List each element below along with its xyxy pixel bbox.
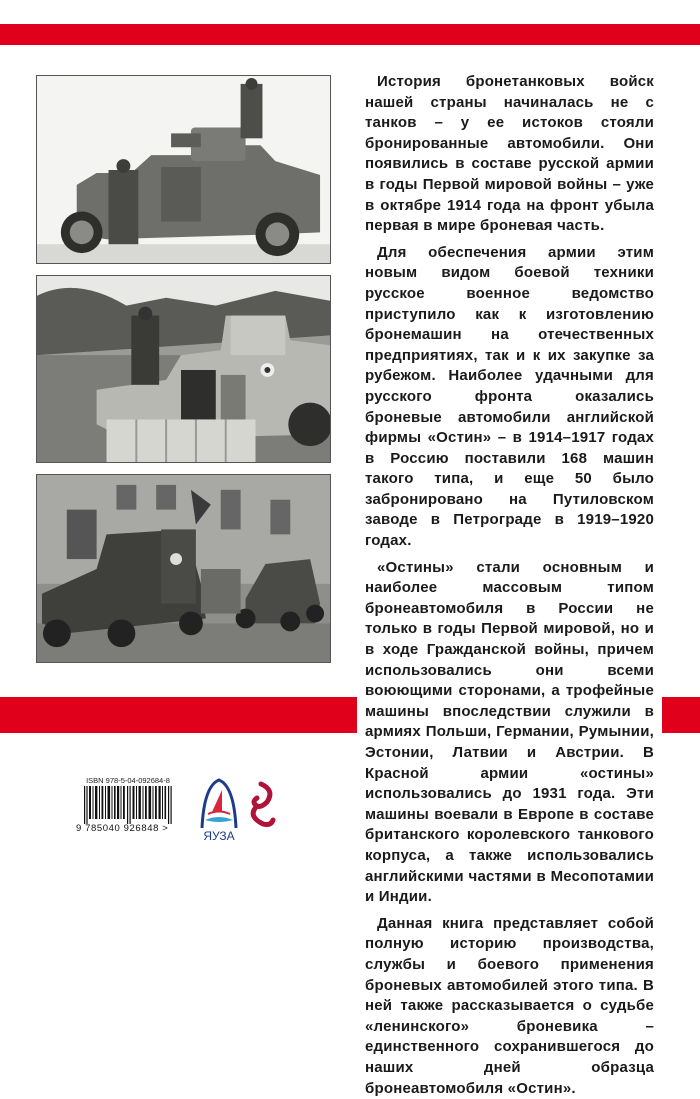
- photo-armored-cars-parade: [36, 474, 331, 663]
- yuza-publisher-logo-icon: [196, 776, 242, 846]
- paragraph-procurement: Для обеспечения армии этим новым видом боевой техники русское военное ведомство приступило как к изготовлению бронемашин на отечественных предприятиях, так и к их закупке за рубежом. Наиболее удачными для русского фронта оказались броневые автомобили английской фирмы «Остин» – в 1914–1917 годах в Россию поставили 168 машин такого типа, и еще 50 было забронировано на Путиловском заводе в Петрограде в 1919–1920 годах.: [365, 243, 654, 550]
- isbn-digits: 9 785040 926848 >: [76, 823, 169, 834]
- armored-car-photo-icon: [37, 76, 330, 263]
- photo-armored-car-crates: [36, 275, 331, 463]
- paragraph-book-summary: Данная книга представляет собой полную историю производства, службы и боевого применения броневых автомобилей этого типа. В ней также рассказывается о судьбе «ленинского» броневика – единственного сохранившегося до наших дней образца бронеавтомобиля «Остин».: [365, 914, 654, 1097]
- svg-text:ЯУЗА: ЯУЗА: [203, 829, 235, 843]
- armored-car-photo-icon: [37, 475, 330, 662]
- top-red-stripe: [0, 24, 700, 45]
- barcode-icon: [84, 786, 174, 824]
- back-cover-text: [357, 68, 662, 1097]
- armored-car-photo-icon: [37, 276, 330, 462]
- photo-armored-car-side: [36, 75, 331, 264]
- paragraph-austins-usage: «Остины» стали основным и наиболее массовым типом бронеавтомобиля в России не только в годы Первой мировой, но и в ходе Гражданской войны, причем использовались они всеми воюющими сторонами, а трофейные машины впоследствии служили в армиях Польши, Германии, Румынии, Эстонии, Латвии и Австрии. В Красной армии «остины» использовались до 1931 года. Эти машины воевали в Европе в составе британского королевского танкового корпуса, а также использовались английскими частями в Месопотамии и Индии.: [365, 558, 654, 906]
- isbn-label: ISBN 978-5-04-092684-8: [86, 776, 170, 785]
- paragraph-history-intro: История бронетанковых войск нашей страны начиналась не с танков – у ее истоков стояли бронированные автомобили. Они появились в составе русской армии в годы Первой мировой войны – уже в октябре 1914 года на фронт убыла первая в мире броневая часть.: [365, 73, 654, 235]
- eksmo-publisher-logo-icon: [249, 780, 279, 830]
- isbn-barcode-block: [76, 776, 180, 834]
